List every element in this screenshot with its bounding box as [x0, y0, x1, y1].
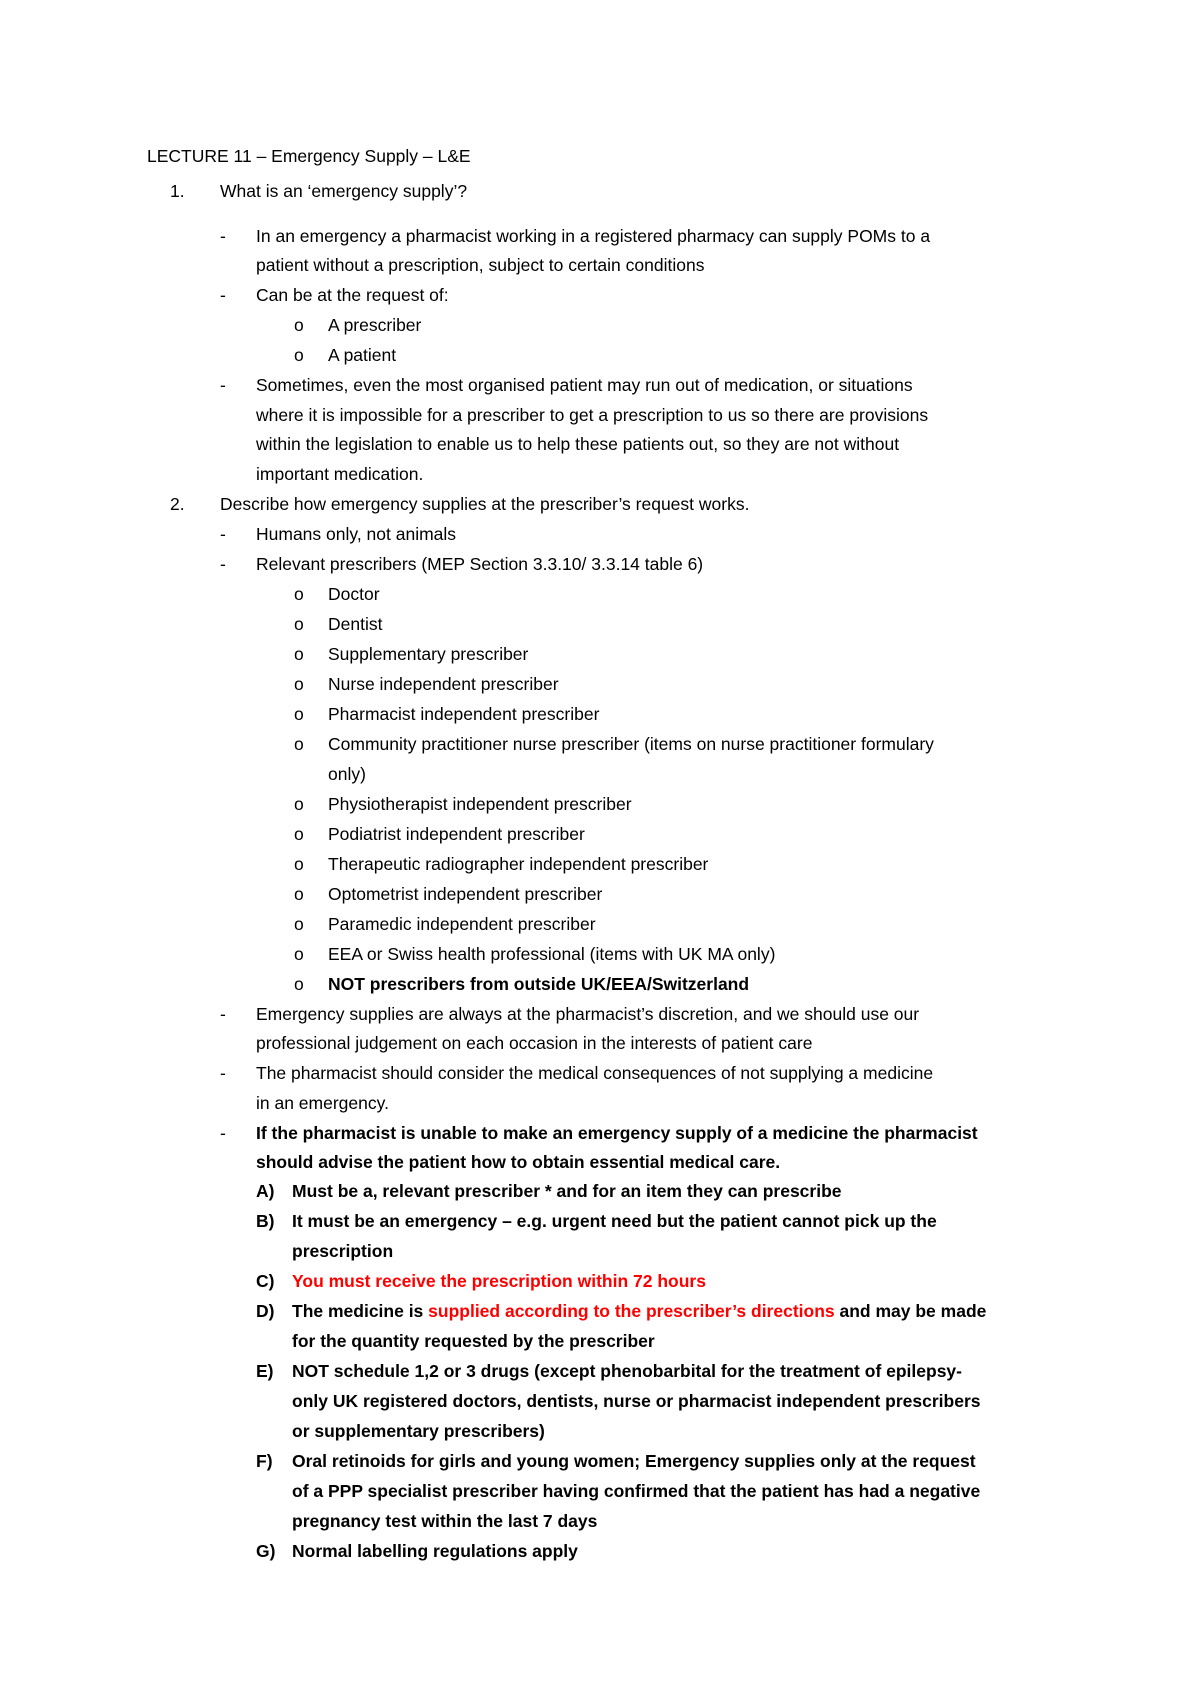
q1-bullet-3-line-2: where it is impossible for a prescriber to get a prescription to us so there are provisions [256, 405, 929, 425]
condition-c: You must receive the prescription within 72 hours [292, 1271, 706, 1291]
prescriber-item: EEA or Swiss health professional (items with UK MA only) [328, 944, 776, 964]
prescriber-item: Doctor [328, 584, 380, 604]
q2-bullet-5-line-2: should advise the patient how to obtain essential medical care. [256, 1152, 781, 1172]
prescriber-item: Dentist [328, 614, 383, 634]
q1-bullet-1-line-1: In an emergency a pharmacist working in a registered pharmacy can supply POMs to a [256, 226, 931, 246]
condition-b-line-1: It must be an emergency – e.g. urgent need but the patient cannot pick up the [292, 1211, 937, 1231]
circle-marker: o [294, 884, 304, 904]
prescriber-item: Supplementary prescriber [328, 644, 529, 664]
circle-marker: o [294, 944, 304, 964]
condition-letter: G) [256, 1541, 276, 1561]
condition-letter: B) [256, 1211, 275, 1231]
q2-bullet-2: Relevant prescribers (MEP Section 3.3.10/ 3.3.14 table 6) [256, 554, 704, 574]
condition-letter: D) [256, 1301, 275, 1321]
dash-marker: - [220, 524, 226, 544]
prescriber-item: Paramedic independent prescriber [328, 914, 596, 934]
circle-marker: o [294, 584, 304, 604]
condition-letter: C) [256, 1271, 275, 1291]
condition-b-line-2: prescription [292, 1241, 394, 1261]
condition-f-line-1: Oral retinoids for girls and young women; Emergency supplies only at the request [292, 1451, 976, 1471]
circle-marker: o [294, 674, 304, 694]
condition-letter: A) [256, 1181, 275, 1201]
q1-bullet-1-line-2: patient without a prescription, subject to certain conditions [256, 255, 705, 275]
q2-bullet-1: Humans only, not animals [256, 524, 457, 544]
circle-marker: o [294, 704, 304, 724]
prescriber-item-not-outside: NOT prescribers from outside UK/EEA/Switzerland [328, 974, 750, 994]
prescriber-item: Community practitioner nurse prescriber (items on nurse practitioner formulary [328, 734, 934, 754]
dash-marker: - [220, 1004, 226, 1024]
q2-question: Describe how emergency supplies at the prescriber’s request works. [220, 494, 750, 514]
condition-g: Normal labelling regulations apply [292, 1541, 578, 1561]
q2-bullet-5-line-1: If the pharmacist is unable to make an emergency supply of a medicine the pharmacist [256, 1123, 978, 1143]
dash-marker: - [220, 554, 226, 574]
q2-bullet-4-line-1: The pharmacist should consider the medical consequences of not supplying a medicine [256, 1063, 934, 1083]
dash-marker: - [220, 375, 226, 395]
condition-e-line-1: NOT schedule 1,2 or 3 drugs (except phenobarbital for the treatment of epilepsy- [292, 1361, 962, 1381]
dash-marker: - [220, 1123, 226, 1143]
condition-e-line-3: or supplementary prescribers) [292, 1421, 545, 1441]
circle-marker: o [294, 914, 304, 934]
document-title: LECTURE 11 – Emergency Supply – L&E [147, 146, 471, 166]
prescriber-item: Nurse independent prescriber [328, 674, 559, 694]
q1-question: What is an ‘emergency supply’? [220, 181, 468, 201]
condition-a: Must be a, relevant prescriber * and for an item they can prescribe [292, 1181, 842, 1201]
circle-marker: o [294, 644, 304, 664]
q2-bullet-3-line-2: professional judgement on each occasion in the interests of patient care [256, 1033, 813, 1053]
circle-marker: o [294, 614, 304, 634]
condition-e-line-2: only UK registered doctors, dentists, nurse or pharmacist independent prescribers [292, 1391, 981, 1411]
condition-d-line-1 [292, 1300, 986, 1322]
dash-marker: - [220, 226, 226, 246]
q1-bullet-2: Can be at the request of: [256, 285, 449, 305]
q1-number: 1. [170, 181, 185, 201]
q1-requester-prescriber: A prescriber [328, 315, 422, 335]
q1-bullet-3-line-1: Sometimes, even the most organised patient may run out of medication, or situations [256, 375, 913, 395]
condition-letter: F) [256, 1451, 273, 1471]
condition-f-line-3: pregnancy test within the last 7 days [292, 1511, 598, 1531]
q2-number: 2. [170, 494, 185, 514]
dash-marker: - [220, 1063, 226, 1083]
q2-bullet-4-line-2: in an emergency. [256, 1093, 389, 1113]
condition-f-line-2: of a PPP specialist prescriber having confirmed that the patient has had a negative [292, 1481, 981, 1501]
circle-marker: o [294, 315, 304, 335]
condition-d-text-end: and may be made [834, 1301, 987, 1321]
prescriber-item: Pharmacist independent prescriber [328, 704, 600, 724]
condition-d-highlight: supplied according to the prescriber’s directions [428, 1301, 835, 1321]
prescriber-item: Physiotherapist independent prescriber [328, 794, 632, 814]
prescriber-item: Optometrist independent prescriber [328, 884, 603, 904]
circle-marker: o [294, 734, 304, 754]
q2-bullet-3-line-1: Emergency supplies are always at the pharmacist’s discretion, and we should use our [256, 1004, 920, 1024]
circle-marker: o [294, 345, 304, 365]
circle-marker: o [294, 794, 304, 814]
condition-d-line-2: for the quantity requested by the prescriber [292, 1331, 655, 1351]
circle-marker: o [294, 974, 304, 994]
q1-requester-patient: A patient [328, 345, 397, 365]
prescriber-item: Podiatrist independent prescriber [328, 824, 585, 844]
q1-bullet-3-line-4: important medication. [256, 464, 424, 484]
prescriber-item: Therapeutic radiographer independent prescriber [328, 854, 709, 874]
q1-bullet-3-line-3: within the legislation to enable us to help these patients out, so they are not without [256, 434, 900, 454]
circle-marker: o [294, 854, 304, 874]
circle-marker: o [294, 824, 304, 844]
prescriber-item-continued: only) [328, 764, 366, 784]
dash-marker: - [220, 285, 226, 305]
condition-letter: E) [256, 1361, 274, 1381]
condition-d-text-start: The medicine is [292, 1301, 429, 1321]
